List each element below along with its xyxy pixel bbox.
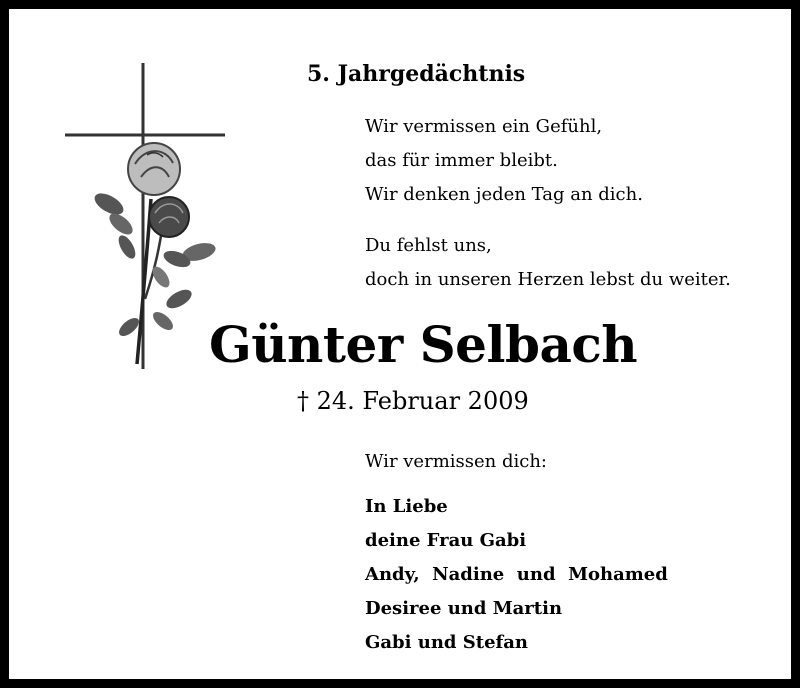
- miss-you-line: Wir vermissen dich:: [365, 451, 547, 472]
- anniversary-heading: 5. Jahrgedächtnis: [307, 61, 526, 87]
- signer-line: deine Frau Gabi: [365, 530, 527, 551]
- signer-line: Desiree und Martin: [365, 598, 563, 619]
- poem-stanza-1: [365, 110, 643, 212]
- signer-line: In Liebe: [365, 496, 448, 517]
- death-date: † 24. Februar 2009: [297, 387, 529, 415]
- poem-line: Wir vermissen ein Gefühl,: [365, 116, 603, 137]
- poem-line: Du fehlst uns,: [365, 235, 492, 256]
- deceased-name: Günter Selbach: [209, 315, 638, 374]
- signer-line: Gabi und Stefan: [365, 632, 529, 653]
- cross-with-roses-icon: [59, 59, 229, 379]
- poem-stanza-2: [365, 229, 731, 297]
- signers-list: [365, 490, 668, 660]
- poem-line: Wir denken jeden Tag an dich.: [365, 184, 643, 205]
- poem-line: das für immer bleibt.: [365, 150, 558, 171]
- signer-line: Andy, Nadine und Mohamed: [365, 564, 668, 585]
- poem-line: doch in unseren Herzen lebst du weiter.: [365, 269, 731, 290]
